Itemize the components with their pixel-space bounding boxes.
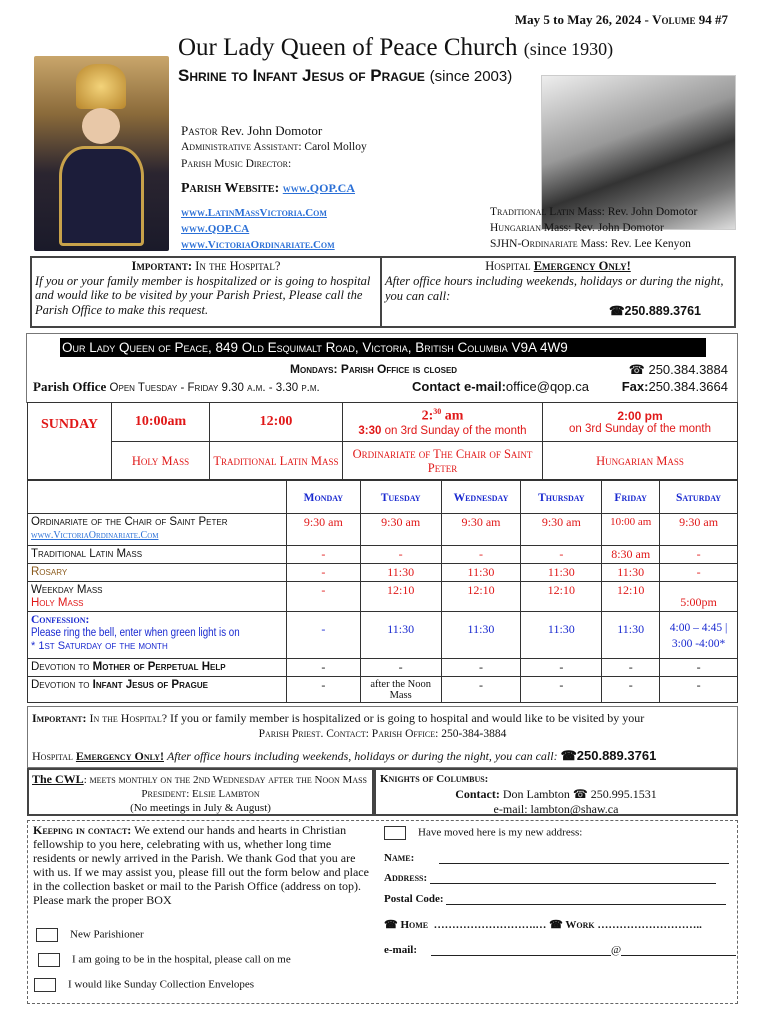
qop-link[interactable]: www.QOP.CA — [181, 223, 250, 235]
schedule-cell: 11:30 — [521, 564, 602, 582]
schedule-row — [28, 659, 738, 677]
schedule-cell: - — [660, 677, 738, 703]
schedule-cell: 12:10 — [521, 582, 602, 612]
weekday-header-row — [28, 481, 738, 514]
schedule-cell: - — [602, 659, 660, 677]
schedule-row-label — [28, 514, 287, 546]
schedule-row — [28, 582, 738, 612]
office-phone: ☎ 250.384.3884 — [628, 362, 728, 377]
knights-of-columbus-box: Knights of Columbus: Contact: Don Lambton ☎ 250.995.1531 e-mail: lambton@shaw.ca — [374, 768, 738, 816]
schedule-cell: - — [286, 564, 360, 582]
checkbox[interactable] — [384, 826, 406, 840]
schedule-row — [28, 677, 738, 703]
weekday-header: Friday — [602, 481, 660, 514]
checkbox[interactable] — [36, 928, 58, 942]
text: Weekday Mass — [31, 584, 103, 596]
option-envelopes[interactable]: I would like Sunday Collection Envelopes — [34, 978, 254, 992]
staff-list: Pastor Rev. John Domotor Administrative Assistant: Carol Molloy Parish Music Director: — [181, 123, 367, 170]
hospital-info-box: Important: In the Hospital? If you or your family member is hospitalized or is going to hospital and would like to be visited by your Parish Priest, Please call the Parish Office to make this request. — [30, 256, 382, 328]
schedule-cell: - — [441, 677, 521, 703]
contact-intro: Keeping in contact: We extend our hands and hearts in Christian fellowship to you here, celebrating with us, whether long time residents or newly arrived in the Parish. We thank God that you are with us. If we may assist you, please fill out the form below and place in the collection basket or mail to the Parish Office (address on top). Please mark the proper BOX — [33, 823, 369, 907]
ordinariate-link[interactable]: www.VictoriaOrdinariate.Com — [31, 530, 159, 541]
issue-date: May 5 to May 26, 2024 - Volume 94 #7 — [514, 12, 728, 27]
schedule-row — [28, 546, 738, 564]
text: Infant Jesus of Prague — [92, 679, 208, 691]
schedule-cell: - — [660, 659, 738, 677]
weekday-schedule — [27, 480, 738, 703]
parish-website: Parish Website: www.QOP.CA — [181, 181, 356, 196]
schedule-cell: - — [602, 677, 660, 703]
schedule-cell: 12:10 — [602, 582, 660, 612]
schedule-cell: - — [441, 659, 521, 677]
schedule-cell: 5:00pm — [660, 582, 738, 612]
website-links — [181, 205, 335, 253]
office-fax: Fax:250.384.3664 — [621, 379, 728, 394]
schedule-cell: - — [360, 546, 441, 564]
schedule-row — [28, 564, 738, 582]
address-banner: Our Lady Queen of Peace, 849 Old Esquimalt Road, Victoria, British Columbia V9A 4W9 — [60, 338, 706, 357]
weekday-header: Monday — [286, 481, 360, 514]
schedule-row-label — [28, 612, 287, 659]
text: Devotion to — [31, 661, 93, 673]
schedule-cell: - — [521, 677, 602, 703]
weekday-header: Wednesday — [441, 481, 521, 514]
text: * 1st Saturday of the month — [31, 640, 168, 652]
text: Holy Mass — [31, 597, 84, 609]
schedule-cell: - — [521, 659, 602, 677]
text: Please ring the bell, enter when green light is on — [31, 627, 240, 639]
schedule-cell: 9:30 am — [441, 514, 521, 546]
name-field[interactable]: Name: — [384, 852, 729, 864]
text: Ordinariate of the Chair of Saint Peter — [31, 516, 228, 528]
ordinariate-link[interactable]: www.VictoriaOrdinariate.Com — [181, 239, 335, 251]
schedule-cell: 9:30 am — [360, 514, 441, 546]
schedule-cell: - — [286, 582, 360, 612]
text: Traditional Latin Mass — [31, 548, 143, 560]
hospital-emergency-box: Hospital Emergency Only! After office hours including weekends, holidays or during the night, you can call: ☎250.889.3761 — [380, 256, 736, 328]
schedule-row — [28, 612, 738, 659]
text: Confession: — [31, 614, 90, 626]
sunday-label: SUNDAY — [28, 403, 112, 480]
schedule-row-label — [28, 659, 287, 677]
latin-mass-link[interactable]: www.LatinMassVictoria.Com — [181, 207, 327, 219]
header-blank — [28, 481, 287, 514]
schedule-cell: 9:30 am — [286, 514, 360, 546]
schedule-cell: - — [286, 659, 360, 677]
schedule-cell: 12:10 — [360, 582, 441, 612]
schedule-cell: 11:30 — [360, 612, 441, 659]
option-new-parishioner[interactable]: New Parishioner — [36, 928, 144, 942]
text: Mother of Perpetual Help — [92, 661, 226, 673]
weekday-header: Saturday — [660, 481, 738, 514]
schedule-cell: 9:30 am — [521, 514, 602, 546]
schedule-row-label — [28, 677, 287, 703]
schedule-cell: - — [360, 659, 441, 677]
text: Rosary — [31, 566, 68, 578]
schedule-row-label — [28, 582, 287, 612]
postal-code-field[interactable]: Postal Code: — [384, 893, 726, 905]
schedule-cell: 11:30 — [602, 564, 660, 582]
sunday-schedule: SUNDAY 10:00am 12:00 2:$^{30}$ am 3:30 on 3rd Sunday of the month 2:00 pm on 3rd Sunday of the month Holy Mass Traditional Latin Mass Ordinariate of The Chair of Saint Peter Hungarian Mass — [27, 402, 738, 480]
cwl-box: The CWL: meets monthly on the 2nd Wednesday after the Noon Mass President: Elsie Lambton (No meetings in July & August) — [27, 768, 374, 816]
schedule-cell: - — [521, 546, 602, 564]
schedule-cell: - — [286, 677, 360, 703]
checkbox[interactable] — [38, 953, 60, 967]
schedule-cell: - — [286, 546, 360, 564]
address-field[interactable]: Address: — [384, 872, 716, 884]
infant-jesus-image — [34, 56, 169, 251]
schedule-row — [28, 514, 738, 546]
schedule-cell: 8:30 am — [602, 546, 660, 564]
schedule-cell: - — [286, 612, 360, 659]
email-field[interactable]: e-mail: @ — [384, 944, 736, 956]
page-title: Our Lady Queen of Peace Church (since 1930) — [178, 34, 614, 61]
schedule-cell: 11:30 — [360, 564, 441, 582]
schedule-cell: after the Noon Mass — [360, 677, 441, 703]
option-moved[interactable]: Have moved here is my new address: — [384, 826, 582, 840]
text: Devotion to — [31, 679, 93, 691]
schedule-cell: 4:00 – 4:45 | 3:00 -4:00* — [660, 612, 738, 659]
schedule-cell: 12:10 — [441, 582, 521, 612]
schedule-cell: 11:30 — [521, 612, 602, 659]
schedule-cell: 11:30 — [441, 564, 521, 582]
weekday-header: Thursday — [521, 481, 602, 514]
office-email: Contact e-mail:office@qop.ca — [412, 379, 589, 394]
checkbox[interactable] — [34, 978, 56, 992]
clergy-list: Traditional Latin Mass: Rev. John Domotor Hungarian Mass: Rev. John Domotor SJHN-Ordinariate Mass: Rev. Lee Kenyon — [490, 206, 698, 250]
website-link[interactable]: www.QOP.CA — [282, 181, 356, 195]
schedule-cell: 10:00 am — [602, 514, 660, 546]
schedule-cell: 9:30 am — [660, 514, 738, 546]
schedule-cell: - — [441, 546, 521, 564]
office-hours: Parish Office Open Tuesday - Friday 9.30 a.m. - 3.30 p.m. — [33, 379, 320, 394]
schedule-cell: 11:30 — [441, 612, 521, 659]
weekday-header: Tuesday — [360, 481, 441, 514]
schedule-row-label — [28, 546, 287, 564]
office-closed-note: Mondays: Parish Office is closed — [290, 362, 458, 376]
schedule-row-label — [28, 564, 287, 582]
schedule-cell: - — [660, 564, 738, 582]
schedule-cell: - — [660, 546, 738, 564]
phone-fields[interactable]: ☎ Home ……………………….… ☎ Work ……………………….. — [384, 919, 702, 931]
subtitle: Shrine to Infant Jesus of Prague (since 2003) — [178, 66, 513, 85]
hospital-notice: Important: In the Hospital? If you or family member is hospitalized or is going to hospital and would like to be visited by your Parish Priest. Contact: Parish Office: 250-384-3884 Hospital Emergency Only! After office hours including weekends, holidays or during the night, you can call: ☎250.889.3761 — [27, 706, 738, 768]
option-hospital[interactable]: I am going to be in the hospital, please call on me — [38, 953, 291, 967]
schedule-cell: 11:30 — [602, 612, 660, 659]
